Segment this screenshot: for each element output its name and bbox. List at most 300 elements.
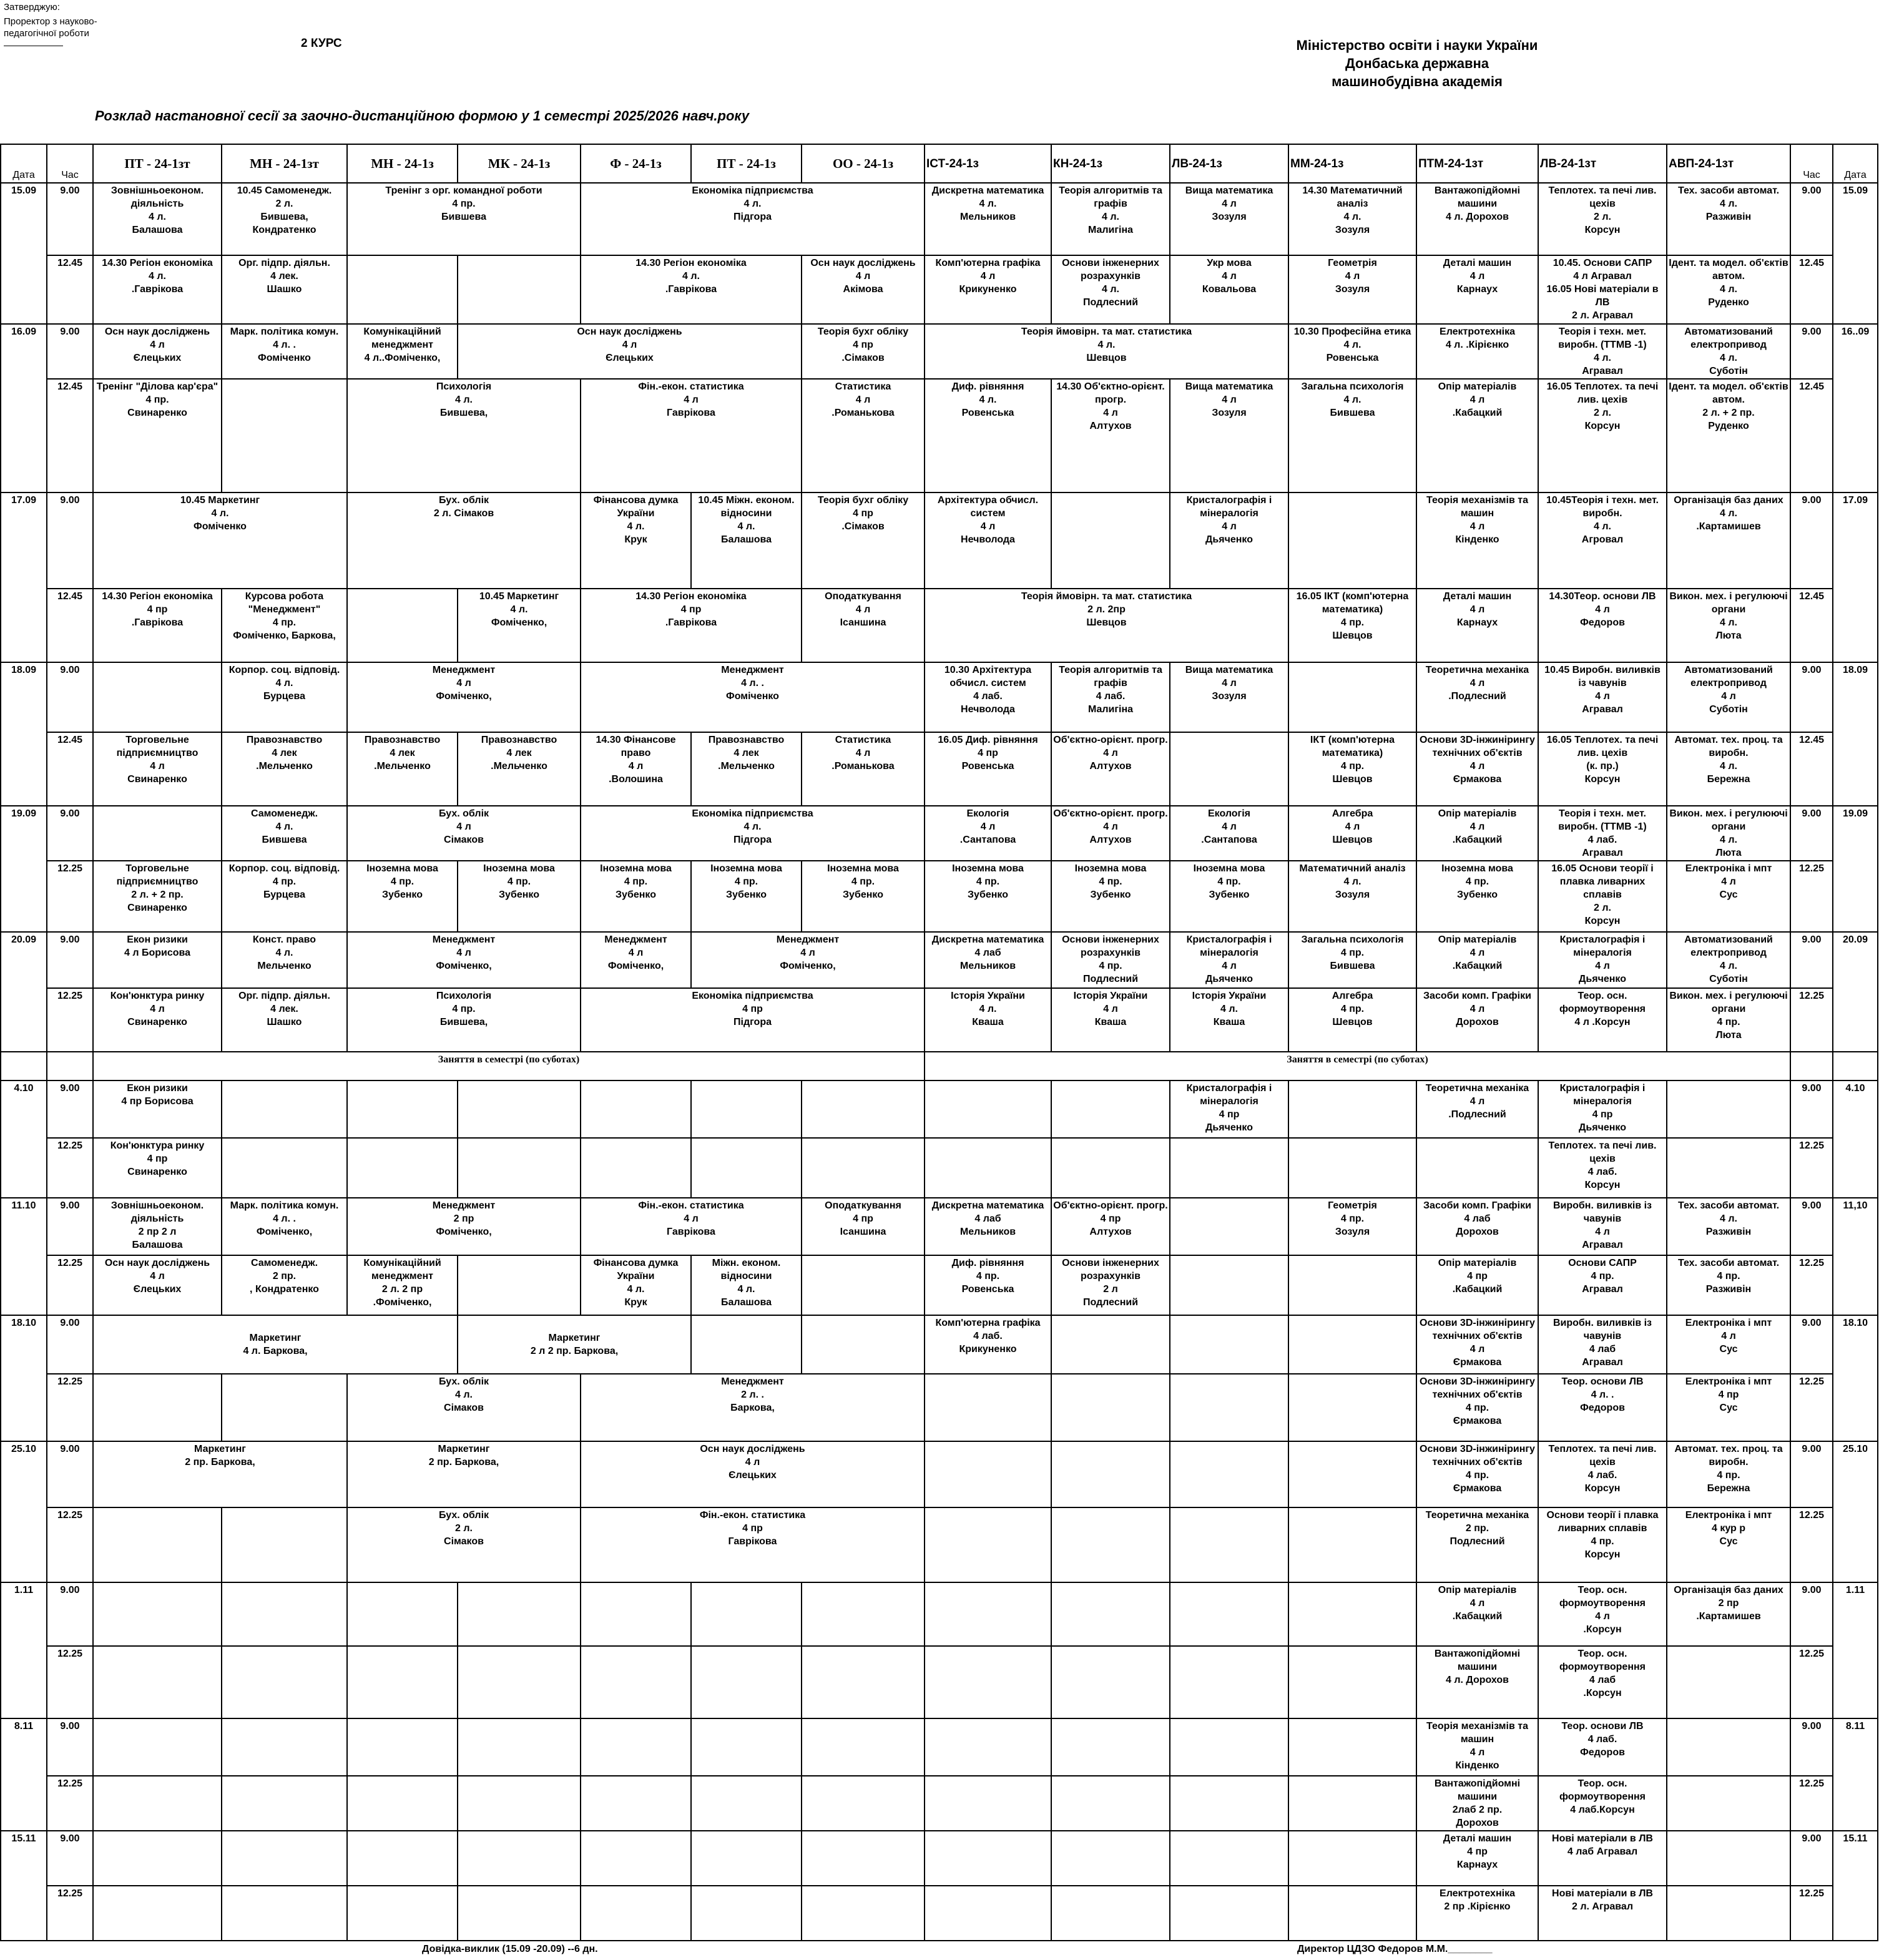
class-line: Разживін bbox=[1705, 1284, 1752, 1295]
class-cell bbox=[1667, 662, 1790, 732]
empty-cell bbox=[1170, 1718, 1288, 1776]
class-line: Психологія bbox=[436, 381, 492, 392]
time-slot-right: 12.25 bbox=[1790, 988, 1833, 1052]
class-cell bbox=[581, 183, 925, 255]
time-slot: 12.25 bbox=[47, 988, 93, 1052]
class-line: 4 л bbox=[800, 948, 815, 958]
class-line: 4 л. bbox=[627, 521, 645, 532]
class-cell bbox=[1416, 1886, 1538, 1941]
class-cell bbox=[1538, 1138, 1667, 1198]
class-line: Кон'юнктура ринку bbox=[110, 991, 205, 1001]
header-date-right: Дата bbox=[1833, 144, 1878, 183]
class-line: 4 л bbox=[1595, 1227, 1610, 1237]
class-line: Бившева bbox=[262, 835, 307, 845]
class-line: 4 л. bbox=[1343, 876, 1361, 887]
class-line: Основи 3D-інжинірингу технічних об'єктів bbox=[1420, 735, 1535, 758]
empty-cell bbox=[1170, 1507, 1288, 1582]
class-line: Менеджмент bbox=[604, 934, 667, 945]
class-line: 14.30Теор. основи ЛВ bbox=[1549, 591, 1656, 602]
class-cell bbox=[1538, 324, 1667, 379]
empty-cell bbox=[93, 1718, 222, 1776]
class-cell bbox=[1051, 806, 1170, 861]
class-line: Теплотех. та печі лив. цехів bbox=[1548, 1140, 1657, 1164]
class-cell bbox=[222, 324, 347, 379]
class-cell bbox=[1538, 1831, 1667, 1886]
class-line: Корсун bbox=[1584, 916, 1621, 926]
class-cell bbox=[1051, 183, 1170, 255]
class-line: 4 л. bbox=[737, 521, 755, 532]
class-cell bbox=[1538, 255, 1667, 324]
class-cell bbox=[1288, 1198, 1416, 1255]
class-cell bbox=[1538, 1507, 1667, 1582]
header-group: ЛВ-24-1зт bbox=[1538, 144, 1667, 183]
class-cell bbox=[581, 1507, 925, 1582]
class-line: Кристалографія і мінералогія bbox=[1186, 934, 1272, 958]
class-line: 4 л bbox=[150, 1004, 165, 1014]
class-cell bbox=[1667, 1315, 1790, 1374]
empty-cell bbox=[1667, 1776, 1790, 1831]
empty-cell bbox=[93, 1646, 222, 1718]
class-line: 4 пр Борисова bbox=[121, 1096, 194, 1107]
class-cell bbox=[691, 732, 802, 806]
class-line: Карнаух bbox=[1456, 284, 1498, 295]
approval-label: Затверджую: bbox=[4, 2, 60, 12]
class-line: Федоров bbox=[1580, 1747, 1625, 1758]
class-cell bbox=[347, 324, 458, 379]
time-slot: 9.00 bbox=[47, 492, 93, 589]
class-line: 4 лаб bbox=[1589, 1344, 1616, 1355]
class-line: Засоби комп. Графіки bbox=[1423, 1200, 1531, 1211]
class-line: .Сантапова bbox=[1201, 835, 1257, 845]
class-line: (к. пр.) bbox=[1586, 761, 1619, 772]
schedule-row bbox=[1, 1646, 1878, 1718]
class-line: Ідент. та модел. об'єктів автом. bbox=[1669, 381, 1788, 405]
class-line: Комунікаційний менеджмент bbox=[363, 1258, 441, 1281]
class-line: Бурцева bbox=[263, 691, 305, 702]
time-slot-right: 9.00 bbox=[1790, 1718, 1833, 1776]
class-cell bbox=[1538, 379, 1667, 492]
class-line: .Кабацкий bbox=[1452, 1611, 1503, 1622]
empty-cell bbox=[347, 589, 458, 662]
empty-cell bbox=[925, 1718, 1051, 1776]
class-line: Теор. осн. формоутворення bbox=[1559, 1585, 1646, 1609]
schedule-row bbox=[1, 1718, 1878, 1776]
class-line: Шевцов bbox=[1332, 835, 1373, 845]
class-line: Шевцов bbox=[1086, 353, 1127, 363]
class-cell bbox=[1288, 255, 1416, 324]
class-line: 4 л Агравал bbox=[1573, 271, 1632, 282]
schedule-row bbox=[1, 1441, 1878, 1507]
class-line: 4 пр. bbox=[1465, 1470, 1489, 1481]
class-line: Шевцов bbox=[1086, 617, 1127, 628]
class-line: 4 л bbox=[1469, 394, 1485, 405]
class-cell bbox=[1538, 1080, 1667, 1138]
class-cell bbox=[458, 732, 581, 806]
class-cell bbox=[1667, 183, 1790, 255]
class-line: Тренінг з орг. командної роботи bbox=[385, 185, 542, 196]
empty-cell bbox=[1416, 1138, 1538, 1198]
class-line: 4 пр. bbox=[390, 876, 415, 887]
class-line: 10.45 Маркетинг bbox=[479, 591, 559, 602]
time-slot: 12.45 bbox=[47, 379, 93, 492]
class-line: Об'єктно-орієнт. прогр. bbox=[1053, 808, 1168, 819]
time-slot-right: 12.45 bbox=[1790, 732, 1833, 806]
empty-cell bbox=[691, 1831, 802, 1886]
class-line: Кваша bbox=[1094, 1017, 1127, 1027]
class-line: 4 пр. bbox=[1591, 1536, 1614, 1547]
class-cell bbox=[1170, 662, 1288, 732]
class-line: 4 л. bbox=[1343, 394, 1361, 405]
empty-cell bbox=[93, 662, 222, 732]
class-line: 2 л. 2пр bbox=[1087, 604, 1126, 615]
class-line: Балашова bbox=[132, 1240, 183, 1250]
empty-cell bbox=[347, 1718, 458, 1776]
class-line: Основи 3D-інжинірингу технічних об'єктів bbox=[1420, 1376, 1535, 1400]
time-slot-right: 12.25 bbox=[1790, 1507, 1833, 1582]
class-line: Організація баз даних bbox=[1674, 495, 1783, 506]
class-line: Екологія bbox=[966, 808, 1009, 819]
class-line: Зубенко bbox=[1209, 889, 1250, 900]
class-line: Психологія bbox=[436, 991, 492, 1001]
class-line: 4 лаб.Корсун bbox=[1570, 1805, 1635, 1815]
class-line: Комунікаційний менеджмент bbox=[363, 326, 441, 350]
class-line: 4 л bbox=[1222, 678, 1237, 688]
class-cell bbox=[1416, 1080, 1538, 1138]
day-date-right: 15.11 bbox=[1833, 1831, 1878, 1941]
header-group: ЛВ-24-1з bbox=[1170, 144, 1288, 183]
empty-cell bbox=[925, 1507, 1051, 1582]
class-line: .Мельченко bbox=[374, 761, 431, 772]
time-slot-right: 9.00 bbox=[1790, 324, 1833, 379]
class-line: Мельников bbox=[959, 212, 1016, 222]
class-cell bbox=[1667, 806, 1790, 861]
class-line: Екон ризики bbox=[127, 1083, 188, 1094]
schedule-row bbox=[1, 1080, 1878, 1138]
class-line: Єрмакова bbox=[1453, 1357, 1502, 1368]
class-cell bbox=[581, 988, 925, 1052]
class-line: Подлесний bbox=[1082, 974, 1139, 984]
empty-cell bbox=[691, 1886, 802, 1941]
class-line: Фоміченко, bbox=[491, 617, 547, 628]
class-line: Баркова, bbox=[730, 1403, 775, 1413]
empty-cell bbox=[347, 1582, 458, 1646]
empty-cell bbox=[802, 1831, 925, 1886]
class-line: 14.30 Об'єктно-орієнт. прогр. bbox=[1056, 381, 1165, 405]
empty-cell bbox=[1833, 1052, 1878, 1080]
class-line: 4 л bbox=[980, 821, 996, 832]
class-line: 4 л bbox=[684, 1213, 699, 1224]
schedule-row bbox=[1, 932, 1878, 988]
schedule-row bbox=[1, 732, 1878, 806]
class-line: Об'єктно-орієнт. прогр. bbox=[1053, 1200, 1168, 1211]
empty-cell bbox=[581, 1718, 691, 1776]
class-line: Вища математика bbox=[1185, 185, 1273, 196]
class-line: Марк. політика комун. bbox=[230, 1200, 339, 1211]
class-cell bbox=[347, 806, 581, 861]
class-line: 2 л. + 2 пр. bbox=[1702, 408, 1755, 418]
class-line: Основи інженерних розрахунків bbox=[1062, 258, 1159, 282]
class-line: 4 пр. bbox=[1217, 876, 1241, 887]
class-line: .Гаврікова bbox=[665, 284, 717, 295]
semester-banner: Заняття в семестрі (по суботах) bbox=[925, 1052, 1790, 1080]
class-line: Кристалографія і мінералогія bbox=[1186, 1083, 1272, 1107]
day-date: 8.11 bbox=[1, 1718, 47, 1831]
header-group: МН - 24-1з bbox=[347, 144, 458, 183]
class-line: 4 пр bbox=[147, 604, 168, 615]
class-line: 4 пр. bbox=[734, 876, 758, 887]
class-line: Корпор. соц. відповід. bbox=[228, 665, 340, 675]
class-line: 4 л bbox=[1222, 271, 1237, 282]
class-cell bbox=[93, 861, 222, 932]
class-cell bbox=[1667, 1582, 1790, 1646]
class-line: Сімаков bbox=[444, 835, 484, 845]
class-cell bbox=[1051, 861, 1170, 932]
class-cell bbox=[1538, 1255, 1667, 1315]
day-date: 18.09 bbox=[1, 662, 47, 806]
class-line: Іноземна мова bbox=[827, 863, 899, 874]
class-line: Електроніка і мпт bbox=[1685, 1318, 1772, 1328]
class-line: Бившева bbox=[1330, 408, 1375, 418]
class-cell bbox=[222, 1255, 347, 1315]
class-line: Диф. рівняння bbox=[951, 1258, 1024, 1268]
class-line: 2 пр. bbox=[1465, 1523, 1489, 1534]
class-line: Комп'ютерна графіка bbox=[935, 258, 1041, 268]
class-line: 2 пр 2 л bbox=[138, 1227, 177, 1237]
class-line: Бух. облік bbox=[438, 1510, 489, 1521]
class-line: Викон. мех. і регулюючі органи bbox=[1669, 591, 1788, 615]
class-line: 4 л. bbox=[1594, 521, 1611, 532]
empty-cell bbox=[347, 1886, 458, 1941]
class-line: Диф. рівняння bbox=[951, 381, 1024, 392]
class-cell bbox=[1538, 988, 1667, 1052]
class-line: Фоміченко, Баркова, bbox=[233, 630, 336, 641]
empty-cell bbox=[1170, 1198, 1288, 1255]
class-line: Кон'юнктура ринку bbox=[110, 1140, 205, 1151]
class-line: Основи 3D-інжинірингу технічних об'єктів bbox=[1420, 1318, 1535, 1341]
class-line: 14.30 Регіон економіка bbox=[102, 591, 213, 602]
class-line: 2 пр. bbox=[272, 1271, 297, 1281]
class-cell bbox=[93, 183, 222, 255]
empty-cell bbox=[1288, 662, 1416, 732]
empty-cell bbox=[1170, 1138, 1288, 1198]
class-cell bbox=[1538, 1315, 1667, 1374]
class-cell bbox=[93, 988, 222, 1052]
class-cell bbox=[222, 988, 347, 1052]
class-cell bbox=[1667, 732, 1790, 806]
class-cell bbox=[93, 324, 222, 379]
class-cell bbox=[1170, 932, 1288, 988]
class-line: Архітектура обчисл. систем bbox=[937, 495, 1039, 519]
time-slot: 12.25 bbox=[47, 1507, 93, 1582]
class-line: 4 л bbox=[628, 761, 644, 772]
class-line: Алгебра bbox=[1332, 991, 1373, 1001]
class-line: 4 л bbox=[1469, 1747, 1485, 1758]
class-line: Опір матеріалів bbox=[1438, 808, 1517, 819]
time-slot-right: 12.25 bbox=[1790, 1646, 1833, 1718]
class-line: .Сантапова bbox=[959, 835, 1016, 845]
class-line: Маркетинг bbox=[194, 1444, 246, 1454]
class-line: Ісаншина bbox=[840, 1227, 886, 1237]
class-line: Електроніка і мпт bbox=[1685, 1510, 1772, 1521]
class-line: Дьяченко bbox=[1205, 974, 1253, 984]
class-line: Корсун bbox=[1584, 225, 1621, 235]
class-line: 4 л bbox=[1469, 678, 1485, 688]
time-slot: 9.00 bbox=[47, 1441, 93, 1507]
class-line: .Кабацкий bbox=[1452, 408, 1503, 418]
class-cell bbox=[1416, 662, 1538, 732]
class-line: Маркетинг bbox=[438, 1444, 490, 1454]
class-cell bbox=[1416, 1507, 1538, 1582]
class-cell bbox=[347, 932, 581, 988]
class-line: .Мельченко bbox=[256, 761, 313, 772]
empty-cell bbox=[581, 1646, 691, 1718]
time-slot-right: 9.00 bbox=[1790, 662, 1833, 732]
class-line: 4 л. bbox=[743, 198, 762, 209]
empty-cell bbox=[347, 1831, 458, 1886]
class-line: .Корсун bbox=[1583, 1688, 1622, 1698]
empty-cell bbox=[925, 1441, 1051, 1507]
class-cell bbox=[1667, 988, 1790, 1052]
class-line: 2 л. Сімаков bbox=[433, 508, 494, 519]
class-line: 14.30 Фінансове право bbox=[596, 735, 676, 758]
empty-cell bbox=[1051, 1080, 1170, 1138]
empty-cell bbox=[925, 1374, 1051, 1441]
empty-cell bbox=[93, 1582, 222, 1646]
time-slot: 12.25 bbox=[47, 1374, 93, 1441]
class-cell bbox=[802, 861, 925, 932]
class-line: Єлецьких bbox=[729, 1470, 777, 1481]
empty-cell bbox=[1288, 1138, 1416, 1198]
class-line: 4 л. .Кірієнко bbox=[1445, 340, 1509, 350]
class-line: 4 л. bbox=[1594, 353, 1611, 363]
empty-cell bbox=[925, 1831, 1051, 1886]
class-line: Крук bbox=[624, 1297, 647, 1308]
empty-cell bbox=[1051, 1718, 1170, 1776]
class-line: 10.45 Самоменедж. bbox=[237, 185, 332, 196]
class-line: Математичний аналіз bbox=[1299, 863, 1406, 874]
class-line: Карнаух bbox=[1456, 617, 1498, 628]
class-line: 4 лаб. bbox=[1587, 1734, 1617, 1745]
class-cell bbox=[222, 932, 347, 988]
class-line: Малигіна bbox=[1087, 704, 1134, 715]
class-cell bbox=[925, 492, 1051, 589]
class-line: 4 л. . bbox=[273, 1213, 296, 1224]
class-cell bbox=[93, 379, 222, 492]
schedule-row bbox=[1, 988, 1878, 1052]
class-cell bbox=[925, 988, 1051, 1052]
class-line: Електроніка і мпт bbox=[1685, 1376, 1772, 1387]
class-line: Дьяченко bbox=[1579, 1122, 1626, 1133]
class-line: Єлецьких bbox=[606, 353, 654, 363]
class-line: Акімова bbox=[843, 284, 883, 295]
class-cell bbox=[1538, 492, 1667, 589]
time-slot-right: 9.00 bbox=[1790, 1198, 1833, 1255]
class-line: Теор. осн. формоутворення bbox=[1559, 1778, 1646, 1802]
class-line: 4 л bbox=[855, 271, 871, 282]
class-line: 4 л bbox=[1222, 198, 1237, 209]
class-line: Опір матеріалів bbox=[1438, 934, 1517, 945]
empty-cell bbox=[1667, 1831, 1790, 1886]
class-line: Руденко bbox=[1708, 421, 1749, 431]
class-cell bbox=[1538, 1198, 1667, 1255]
class-cell bbox=[925, 255, 1051, 324]
empty-cell bbox=[347, 1080, 458, 1138]
class-line: Карнаух bbox=[1456, 1860, 1498, 1870]
class-line: 4 лек bbox=[506, 748, 532, 758]
class-line: 4 пр. bbox=[1340, 1004, 1365, 1014]
schedule-row bbox=[1, 1255, 1878, 1315]
class-line: Марк. політика комун. bbox=[230, 326, 339, 337]
class-line: Електроніка і мпт bbox=[1685, 863, 1772, 874]
ministry-line-3: машинобудівна академія bbox=[1332, 74, 1503, 89]
class-line: 4 пр bbox=[1467, 1846, 1488, 1857]
time-slot: 12.25 bbox=[47, 1776, 93, 1831]
class-cell bbox=[347, 1507, 581, 1582]
class-line: 4 л. Дорохов bbox=[1445, 212, 1509, 222]
class-line: Бившева, bbox=[260, 212, 308, 222]
class-line: Викон. мех. і регулюючі органи bbox=[1669, 808, 1788, 832]
class-line: Люта bbox=[1715, 630, 1742, 641]
class-line: Економіка підприємства bbox=[692, 185, 813, 196]
class-line: 4 л. bbox=[1343, 212, 1361, 222]
class-line: Ровенська bbox=[1326, 353, 1379, 363]
class-line: 16.05 Теплотех. та печі лив. цехів bbox=[1546, 735, 1659, 758]
class-line: 4 л bbox=[1222, 521, 1237, 532]
class-line: 4 л bbox=[1103, 408, 1118, 418]
class-cell bbox=[1416, 1441, 1538, 1507]
class-line: 16.05 ІКТ (комп'ютерна математика) bbox=[1296, 591, 1409, 615]
class-cell bbox=[1288, 379, 1416, 492]
class-line: 4 лаб. bbox=[1587, 1470, 1617, 1481]
class-cell bbox=[925, 183, 1051, 255]
class-line: Фоміченко bbox=[726, 691, 779, 702]
time-slot-right: 12.25 bbox=[1790, 861, 1833, 932]
class-line: Правознавство bbox=[708, 735, 785, 745]
time-slot: 12.45 bbox=[47, 589, 93, 662]
class-line: Автомат. тех. проц. та виробн. bbox=[1674, 1444, 1783, 1468]
empty-cell bbox=[925, 1138, 1051, 1198]
class-line: 4 пр bbox=[1219, 1109, 1240, 1120]
class-cell bbox=[1416, 1255, 1538, 1315]
class-line: Теор. основи ЛВ bbox=[1561, 1721, 1644, 1732]
class-line: 4 л bbox=[150, 1271, 165, 1281]
class-cell bbox=[1170, 255, 1288, 324]
class-cell bbox=[925, 324, 1288, 379]
class-line: 2 пр bbox=[453, 1213, 474, 1224]
class-cell bbox=[1288, 324, 1416, 379]
class-line: Мельников bbox=[959, 1227, 1016, 1237]
class-line: 16.05 Теплотех. та печі лив. цехів bbox=[1546, 381, 1659, 405]
class-line: Дискретна математика bbox=[931, 934, 1044, 945]
class-line: .Подлесний bbox=[1448, 691, 1506, 702]
empty-cell bbox=[1051, 1315, 1170, 1374]
class-line: Шашко bbox=[267, 1017, 302, 1027]
class-line: 2 л. bbox=[1594, 903, 1611, 913]
empty-cell bbox=[47, 1052, 93, 1080]
class-line: 4 л. bbox=[1097, 340, 1116, 350]
class-line: 4 л bbox=[855, 748, 871, 758]
class-cell bbox=[1538, 732, 1667, 806]
empty-cell bbox=[581, 1138, 691, 1198]
class-cell bbox=[1538, 662, 1667, 732]
class-line: 2 пр. Баркова, bbox=[428, 1457, 499, 1468]
header-date: Дата bbox=[1, 144, 47, 183]
time-slot-right: 9.00 bbox=[1790, 492, 1833, 589]
class-line: Деталі машин bbox=[1443, 258, 1512, 268]
class-line: Осн наук досліджень bbox=[104, 1258, 210, 1268]
class-line: Тех. засоби автомат. bbox=[1677, 1200, 1780, 1211]
class-line: Іноземна мова bbox=[1074, 863, 1147, 874]
